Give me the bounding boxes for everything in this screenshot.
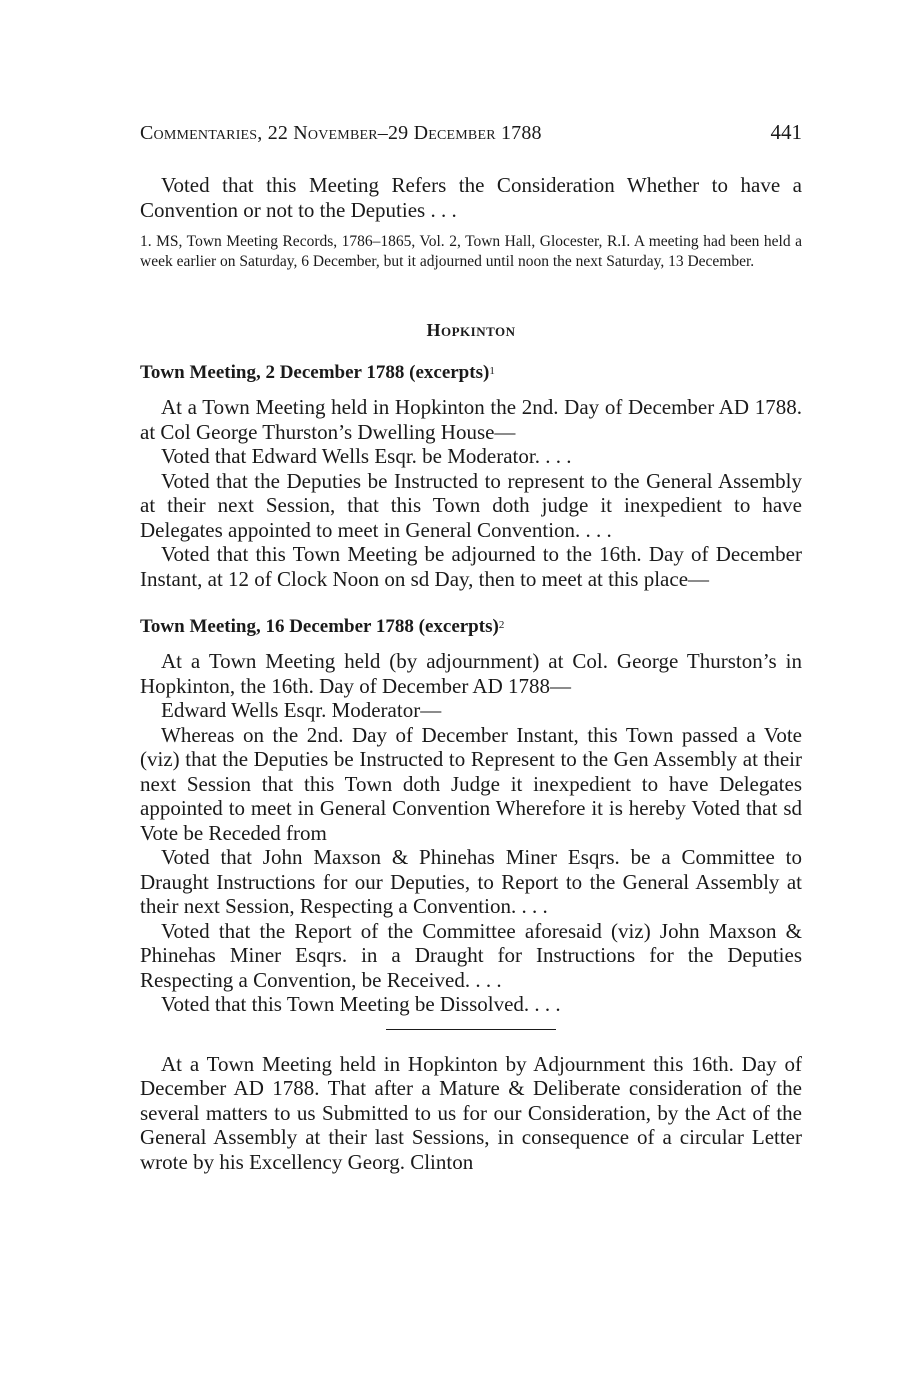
note-ref-2: 2 [498, 619, 505, 631]
running-head [140, 118, 802, 147]
meeting2-body [140, 649, 802, 1017]
meeting1-paragraph: Voted that this Town Meeting be adjourned to the 16th. Day of December Instant, at 12 of Clock Noon on sd Day, then to meet at this place— [140, 542, 802, 591]
top-section [140, 173, 802, 222]
after-rule-body [140, 1052, 802, 1175]
meeting2-paragraph: Voted that John Maxson & Phinehas Miner Esqrs. be a Committee to Draught Instructions for our Deputies, to Report to the General Assembly at their next Session, Respecting a Convention. . . . [140, 845, 802, 918]
page-number: 441 [770, 120, 802, 144]
meeting1-paragraph: At a Town Meeting held in Hopkinton the 2nd. Day of December AD 1788. at Col George Thurston’s Dwelling House— [140, 395, 802, 444]
document-title-2 [140, 615, 802, 639]
section-heading: Hopkinton [426, 320, 516, 340]
meeting1-body [140, 395, 802, 591]
divider-rule [386, 1029, 556, 1030]
section-divider [140, 1029, 802, 1030]
document-title-1-text: Town Meeting, 2 December 1788 (excerpts) [140, 362, 490, 383]
document-title-2-text: Town Meeting, 16 December 1788 (excerpts) [140, 616, 499, 637]
meeting2-paragraph: Voted that this Town Meeting be Dissolved. . . . [161, 992, 561, 1016]
after-rule-paragraph: At a Town Meeting held in Hopkinton by Adjournment this 16th. Day of December AD 1788. That after a Mature & Deliberate consideration of the several matters to us Submitted to us for our Consideration, by the Act of the General Assembly at their last Sessions, in consequence of a circular Letter wrote by his Excellency Georg. Clinton [140, 1051, 802, 1174]
meeting1-paragraph: Voted that the Deputies be Instructed to represent to the General Assembly at their next Session, that this Town doth judge it inexpedient to have Delegates appointed to meet in General Convention. . . . [140, 468, 802, 542]
document-page [140, 118, 802, 1174]
meeting1-paragraph: Voted that Edward Wells Esqr. be Moderator. . . . [161, 444, 572, 468]
top-paragraph: Voted that this Meeting Refers the Consideration Whether to have a Convention or not to the Deputies . . . [140, 173, 802, 222]
running-head-title: Commentaries, 22 November–29 December 1788 [140, 122, 542, 144]
document-title-1 [140, 361, 802, 385]
meeting2-paragraph: Voted that the Report of the Committee aforesaid (viz) John Maxson & Phinehas Miner Esqrs. in a Draught for Instructions for the Deputies Respecting a Convention, be Received. . . . [140, 918, 802, 992]
note-ref-1: 1 [489, 365, 495, 377]
meeting2-paragraph: Edward Wells Esqr. Moderator— [161, 698, 442, 722]
meeting2-paragraph: At a Town Meeting held (by adjournment) at Col. George Thurston’s in Hopkinton, the 16th. Day of December AD 1788— [140, 649, 802, 698]
meeting2-paragraph: Whereas on the 2nd. Day of December Instant, this Town passed a Vote (viz) that the Deputies be Instructed to Represent to the Gen Assembly at their next Session that this Town doth Judge it inexpedient to have Delegates appointed to meet in General Convention Wherefore it is hereby Voted that sd Vote be Receded from [140, 722, 802, 845]
footnote-1: 1. MS, Town Meeting Records, 1786–1865, Vol. 2, Town Hall, Glocester, R.I. A meeting had been held a week earlier on Saturday, 6 December, but it adjourned until noon the next Saturday, 13 December. [140, 233, 802, 270]
